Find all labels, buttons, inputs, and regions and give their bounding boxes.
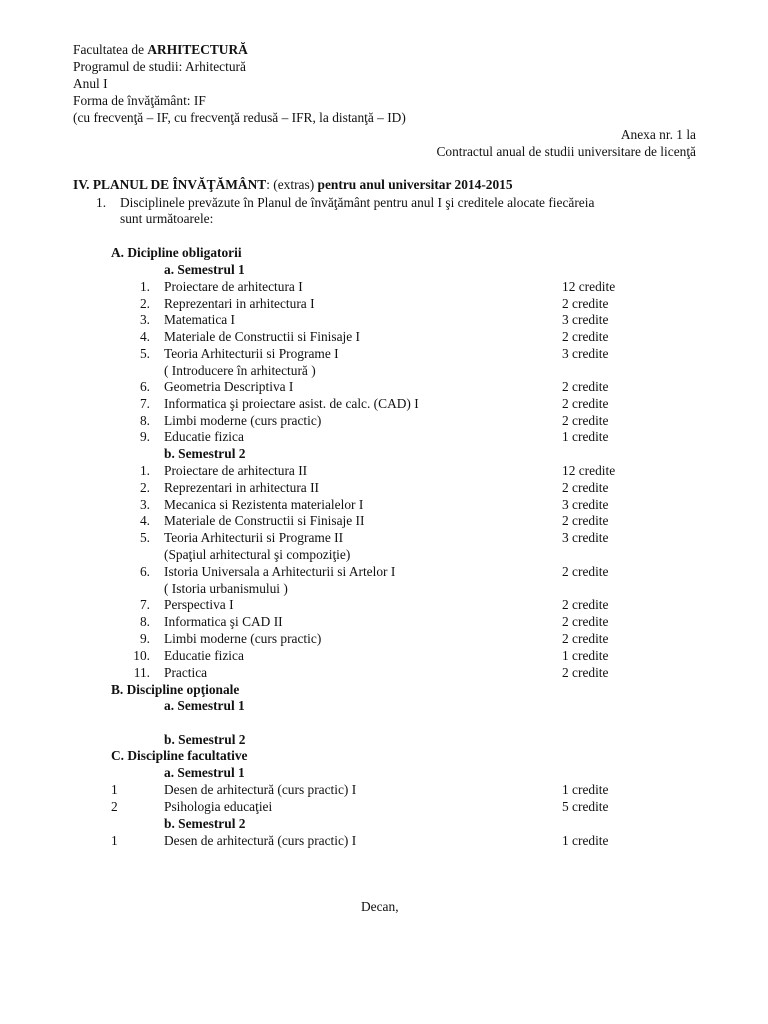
course-credits: 2 credite — [562, 664, 609, 680]
intro-number: 1. — [96, 195, 107, 210]
group-a-sem2-title: b. Semestrul 2 — [164, 446, 246, 461]
course-number: 6. — [139, 563, 150, 579]
course-credits: 3 credite — [562, 496, 609, 512]
group-c-title: C. Discipline facultative — [111, 748, 248, 763]
course-credits: 2 credite — [562, 631, 609, 646]
course-name: Desen de arhitectură (curs practic) I — [164, 833, 357, 848]
course-credits: 2 credite — [562, 329, 609, 345]
course-credits: 2 credite — [562, 563, 609, 579]
course-name: Educatie fizica — [164, 647, 244, 663]
course-credits: 2 credite — [562, 379, 609, 395]
course-credits: 2 credite — [562, 597, 609, 613]
year-line: Anul I — [73, 76, 108, 91]
course-credits: 2 credite — [562, 395, 609, 411]
course-number: 1 — [111, 833, 118, 848]
course-credits: 2 credite — [562, 479, 609, 495]
group-a-sem1-title: a. Semestrul 1 — [164, 262, 245, 277]
group-c-sem2-title: b. Semestrul 2 — [164, 816, 246, 831]
course-name: Teoria Arhitecturii si Programe I — [164, 345, 339, 361]
group-b-title: B. Discipline opţionale — [111, 682, 240, 697]
course-credits: 2 credite — [562, 295, 609, 311]
annex-line: Anexa nr. 1 la — [620, 127, 696, 142]
course-number: 11. — [133, 664, 150, 680]
course-credits: 3 credite — [562, 530, 609, 546]
course-number: 7. — [139, 597, 150, 613]
program-line: Programul de studii: Arhitectură — [73, 59, 246, 74]
form-line: Forma de învăţământ: IF — [73, 93, 206, 108]
course-number: 4. — [139, 513, 150, 529]
course-number: 8. — [139, 412, 150, 428]
contract-line: Contractul anual de studii universitare de licenţă — [436, 144, 696, 159]
section-title — [73, 177, 513, 193]
course-name: Proiectare de arhitectura I — [164, 279, 303, 294]
course-credits: 2 credite — [562, 614, 609, 630]
course-number: 9. — [139, 429, 150, 445]
course-number: 8. — [139, 614, 150, 630]
course-number: 2 — [111, 799, 118, 814]
course-number: 6. — [139, 379, 150, 395]
group-b-sem2-title: b. Semestrul 2 — [164, 732, 246, 747]
section-title-extras: : (extras) — [266, 177, 318, 192]
faculty-prefix: Facultatea de — [73, 42, 148, 57]
course-credits: 12 credite — [562, 279, 616, 294]
course-credits: 5 credite — [562, 799, 609, 814]
course-credits: 1 credite — [562, 647, 609, 663]
course-number: 5. — [139, 530, 150, 546]
course-name: Reprezentari in arhitectura I — [164, 295, 315, 311]
group-c-sem1-title: a. Semestrul 1 — [164, 765, 245, 780]
course-subtitle: ( Istoria urbanismului ) — [164, 580, 288, 596]
section-title-bold: IV. PLANUL DE ÎNVĂŢĂMÂNT — [73, 177, 267, 192]
dean-signature: Decan, — [361, 899, 399, 914]
course-number: 4. — [139, 329, 150, 345]
course-credits: 1 credite — [562, 833, 609, 848]
course-name: Informatica şi proiectare asist. de calc. (CAD) I — [164, 395, 419, 411]
course-credits: 2 credite — [562, 513, 609, 529]
course-credits: 3 credite — [562, 312, 609, 328]
course-name: Reprezentari in arhitectura II — [164, 479, 320, 495]
course-name: Desen de arhitectură (curs practic) I — [164, 782, 357, 797]
course-number: 3. — [139, 312, 150, 328]
course-name: Limbi moderne (curs practic) — [164, 412, 322, 428]
course-credits: 2 credite — [562, 412, 609, 428]
course-number: 1. — [139, 463, 150, 478]
course-credits: 12 credite — [562, 463, 616, 478]
course-number: 3. — [139, 496, 150, 512]
course-number: 2. — [139, 295, 150, 311]
faculty-name: ARHITECTURĂ — [147, 42, 248, 57]
course-name: Psihologia educaţiei — [164, 799, 273, 814]
course-name: Teoria Arhitecturii si Programe II — [164, 530, 344, 546]
course-name: Practica — [164, 664, 208, 680]
form-note-line: (cu frecvenţă – IF, cu frecvenţă redusă – IFR, la distanţă – ID) — [73, 110, 406, 125]
course-name: Proiectare de arhitectura II — [164, 463, 308, 478]
course-credits: 1 credite — [562, 429, 609, 445]
course-subtitle: ( Introducere în arhitectură ) — [164, 362, 316, 378]
intro-line-1: Disciplinele prevăzute în Planul de învăţământ pentru anul I şi creditele alocate fiecăreia — [120, 195, 595, 210]
course-number: 2. — [139, 479, 150, 495]
intro-line-2: sunt următoarele: — [120, 211, 214, 226]
course-number: 5. — [139, 345, 150, 361]
course-number: 7. — [139, 395, 150, 411]
section-title-year: pentru anul universitar 2014-2015 — [317, 177, 513, 192]
course-number: 10. — [133, 647, 150, 663]
course-credits: 3 credite — [562, 345, 609, 361]
group-a-title: A. Dicipline obligatorii — [111, 245, 242, 260]
course-name: Limbi moderne (curs practic) — [164, 631, 322, 646]
course-name: Mecanica si Rezistenta materialelor I — [164, 496, 364, 512]
course-name: Geometria Descriptiva I — [164, 379, 294, 395]
faculty-line — [73, 42, 248, 58]
group-b-sem1-title: a. Semestrul 1 — [164, 698, 245, 713]
course-number: 9. — [139, 631, 150, 646]
course-name: Materiale de Constructii si Finisaje II — [164, 513, 365, 529]
course-name: Materiale de Constructii si Finisaje I — [164, 329, 360, 345]
course-name: Istoria Universala a Arhitecturii si Artelor I — [164, 563, 396, 579]
course-name: Informatica şi CAD II — [164, 614, 283, 630]
course-name: Perspectiva I — [164, 597, 234, 613]
course-number: 1. — [139, 279, 150, 294]
course-name: Matematica I — [164, 312, 236, 328]
course-credits: 1 credite — [562, 782, 609, 797]
course-name: Educatie fizica — [164, 429, 244, 445]
course-subtitle: (Spaţiul arhitectural şi compoziţie) — [164, 547, 351, 562]
course-number: 1 — [111, 782, 118, 797]
